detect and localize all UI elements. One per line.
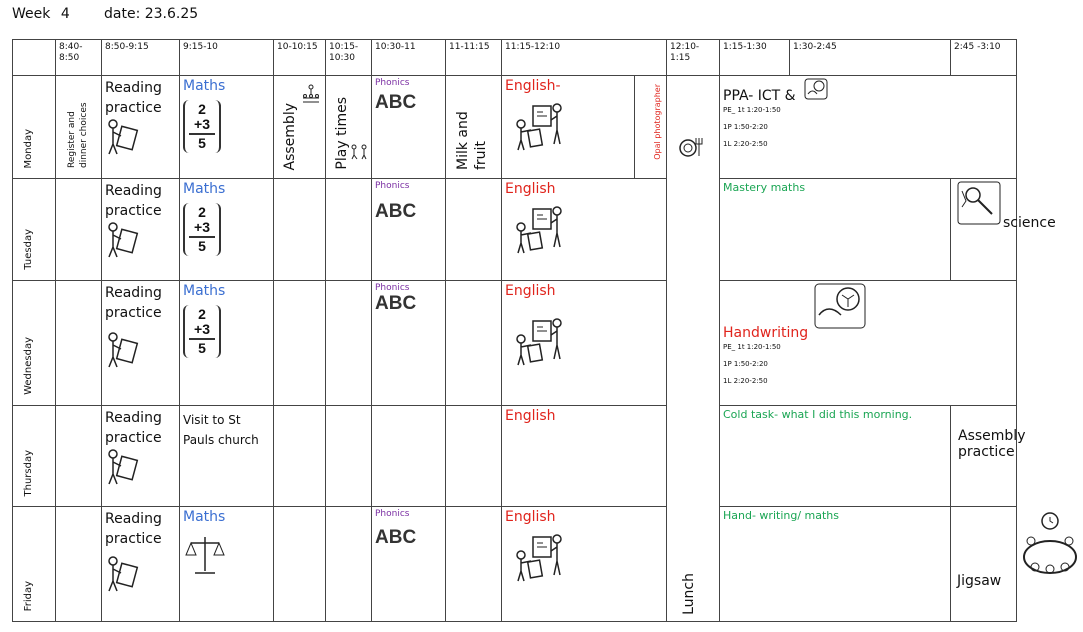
day-row-wednesday: [13, 281, 1017, 406]
abc-label: ABC: [375, 201, 417, 222]
reading-cell: [102, 406, 180, 507]
week-number: 4: [60, 6, 70, 22]
frac-bottom: 5: [198, 340, 206, 356]
abc-label: ABC: [375, 293, 417, 314]
phonics-cell: [372, 76, 446, 179]
phonics-label: Phonics: [375, 78, 410, 88]
science-icon: [957, 181, 1001, 225]
english-label: English: [505, 181, 556, 197]
assembly-icon: [300, 84, 322, 104]
day-label: Friday: [23, 580, 34, 611]
handwriting-maths-cell: [720, 507, 951, 622]
assembly-practice-cell: [951, 406, 1026, 507]
phonics-cell: [372, 281, 446, 406]
wed-line3: 1L 2:20-2:50: [723, 377, 768, 385]
pe-icon: [804, 78, 828, 100]
phonics-label: Phonics: [375, 181, 410, 191]
visit-cell: [180, 406, 274, 507]
playtime-cell: [326, 76, 372, 179]
empty-cell: [274, 179, 326, 281]
abc-label: ABC: [375, 527, 417, 548]
reading-icon: [105, 118, 139, 156]
reading-label: Reading practice: [105, 80, 162, 116]
reading-icon: [105, 448, 139, 486]
reading-label: Reading practice: [105, 511, 162, 547]
frac-bottom: 5: [198, 135, 206, 151]
science-label: science: [1003, 215, 1056, 231]
empty-cell: [56, 281, 102, 406]
reading-icon: [105, 221, 139, 259]
day-cell: [13, 507, 56, 622]
english-label: English: [505, 509, 556, 525]
day-cell: [13, 76, 56, 179]
pe-icon: [814, 283, 866, 329]
empty-cell: [326, 281, 372, 406]
playtime-icon: [350, 144, 368, 160]
empty-cell: [274, 507, 326, 622]
day-cell: [13, 281, 56, 406]
col-header: 8:50-9:15: [102, 40, 180, 76]
empty-cell: [446, 281, 502, 406]
maths-cell: [180, 179, 274, 281]
empty-cell: [372, 406, 446, 507]
frac-mid: +3: [194, 116, 210, 132]
empty-cell: [326, 406, 372, 507]
cold-task-label: Cold task- what I did this morning.: [723, 408, 913, 421]
phonics-label: Phonics: [375, 509, 410, 519]
col-header: 10:15-10:30: [326, 40, 372, 76]
wed-line2: 1P 1:50-2:20: [723, 360, 768, 368]
empty-cell: [446, 179, 502, 281]
fraction-icon: [183, 305, 221, 358]
ppa-line2: 1P 1:50-2:20: [723, 123, 768, 131]
english-label: English: [505, 408, 556, 424]
ppa-line1: PE_ 1t 1:20-1:50: [723, 106, 781, 114]
mastery-label: Mastery maths: [723, 181, 806, 194]
register-cell: [56, 76, 102, 179]
abc-label: ABC: [375, 92, 417, 113]
reading-icon: [105, 555, 139, 593]
header-row: [13, 40, 1017, 76]
day-label: Wednesday: [23, 337, 34, 395]
fraction-icon: [183, 203, 221, 256]
hand-writing-label: Hand- writing/ maths: [723, 509, 840, 522]
reading-icon: [105, 331, 139, 369]
frac-mid: +3: [194, 321, 210, 337]
reading-cell: [102, 179, 180, 281]
empty-cell: [326, 179, 372, 281]
maths-cell: [180, 281, 274, 406]
empty-cell: [446, 507, 502, 622]
ppa-title: PPA- ICT &: [723, 88, 796, 104]
reading-label: Reading practice: [105, 285, 162, 321]
phonics-label: Phonics: [375, 283, 410, 293]
frac-mid: +3: [194, 219, 210, 235]
day-cell: [13, 179, 56, 281]
assembly-cell: [274, 76, 326, 179]
opal-label: Opal photographer: [653, 84, 662, 160]
circle-time-icon: [1017, 511, 1083, 579]
assembly-label: Assembly: [282, 102, 298, 170]
maths-cell: [180, 507, 274, 622]
frac-bottom: 5: [198, 238, 206, 254]
day-row-tuesday: [13, 179, 1017, 281]
english-cell: [502, 507, 667, 622]
timetable: [12, 39, 1056, 622]
reading-label: Reading practice: [105, 410, 162, 446]
writing-icon: [513, 100, 563, 152]
col-header: 11-11:15: [446, 40, 502, 76]
frac-top: 2: [198, 101, 206, 117]
empty-cell: [274, 406, 326, 507]
writing-icon: [513, 203, 563, 255]
writing-icon: [513, 531, 563, 583]
col-header: 11:15-12:10: [502, 40, 667, 76]
reading-cell: [102, 507, 180, 622]
week-label: Week: [12, 6, 51, 22]
opal-divider: [634, 76, 635, 178]
day-label: Monday: [23, 128, 34, 168]
col-header: 2:45 -3:10: [951, 40, 1017, 76]
phonics-cell: [372, 179, 446, 281]
maths-label: Maths: [183, 181, 226, 197]
col-header: 10:30-11: [372, 40, 446, 76]
empty-cell: [56, 406, 102, 507]
reading-cell: [102, 281, 180, 406]
col-header: 10-10:15: [274, 40, 326, 76]
col-header: 1:30-2:45: [790, 40, 951, 76]
milk-label: Milk and fruit: [455, 111, 489, 170]
corner-cell: [13, 40, 56, 76]
day-row-friday: [13, 507, 1017, 622]
day-row-thursday: [13, 406, 1017, 507]
frac-top: 2: [198, 306, 206, 322]
header: [12, 6, 199, 22]
lunch-cell: [667, 76, 720, 622]
empty-cell: [326, 507, 372, 622]
ppa-line3: 1L 2:20-2:50: [723, 140, 768, 148]
handwriting-label: Handwriting: [723, 325, 809, 341]
day-label: Thursday: [23, 449, 34, 496]
english-cell: [502, 281, 667, 406]
english-cell: [502, 179, 667, 281]
maths-cell: [180, 76, 274, 179]
day-row-monday: [13, 76, 1017, 179]
reading-label: Reading practice: [105, 183, 162, 219]
cold-task-cell: [720, 406, 951, 507]
col-header: 8:40-8:50: [56, 40, 102, 76]
empty-cell: [56, 179, 102, 281]
jigsaw-label: Jigsaw: [957, 573, 1002, 589]
wed-line1: PE_ 1t 1:20-1:50: [723, 343, 781, 351]
visit-label: Visit to St Pauls church: [183, 413, 259, 447]
english-label: English-: [505, 78, 561, 94]
assembly-practice-label: Assembly practice: [958, 428, 1026, 460]
mastery-cell: [720, 179, 951, 281]
wednesday-afternoon-cell: [720, 281, 1017, 406]
lunch-label: Lunch: [681, 573, 697, 615]
playtime-label: Play times: [334, 97, 350, 170]
scales-icon: [183, 533, 227, 577]
lunch-icon: [679, 136, 703, 158]
english-cell: [502, 76, 667, 179]
maths-label: Maths: [183, 283, 226, 299]
reading-cell: [102, 76, 180, 179]
col-header: 1:15-1:30: [720, 40, 790, 76]
monday-afternoon-cell: [720, 76, 1017, 179]
date-label: date: 23.6.25: [104, 6, 199, 22]
fraction-icon: [183, 100, 221, 153]
empty-cell: [56, 507, 102, 622]
phonics-cell: [372, 507, 446, 622]
writing-icon: [513, 315, 563, 367]
milk-cell: [446, 76, 502, 179]
day-cell: [13, 406, 56, 507]
register-label: Register and dinner choices: [67, 102, 89, 168]
empty-cell: [274, 281, 326, 406]
col-header: 9:15-10: [180, 40, 274, 76]
english-label: English: [505, 283, 556, 299]
day-label: Tuesday: [23, 229, 34, 270]
frac-top: 2: [198, 204, 206, 220]
col-header: 12:10-1:15: [667, 40, 720, 76]
maths-label: Maths: [183, 509, 226, 525]
english-cell: [502, 406, 667, 507]
empty-cell: [446, 406, 502, 507]
jigsaw-cell: [951, 507, 1017, 622]
science-cell: [951, 179, 1056, 281]
maths-label: Maths: [183, 78, 226, 94]
